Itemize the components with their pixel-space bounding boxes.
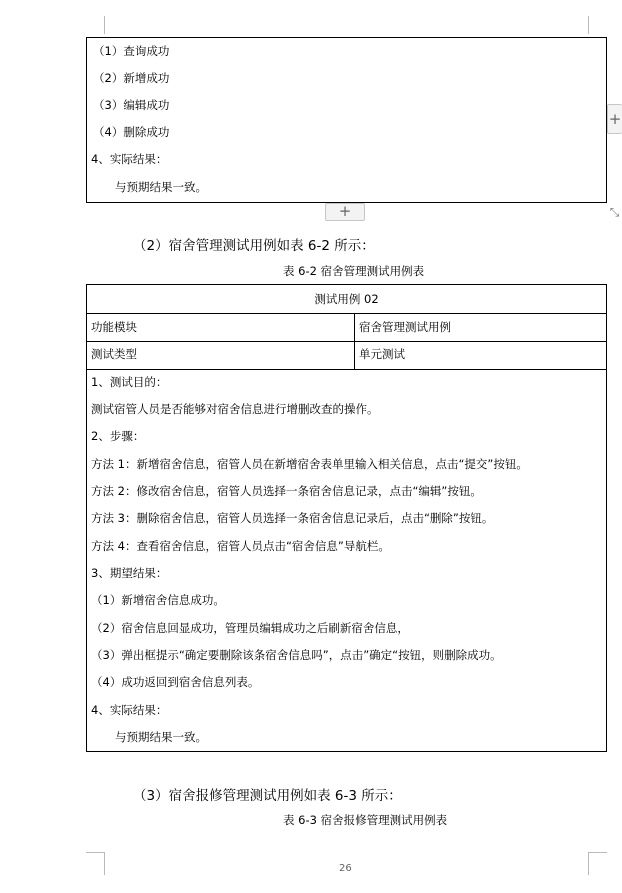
test-type-value: 单元测试 xyxy=(359,347,405,361)
row-divider xyxy=(87,369,606,370)
crop-mark-bottom-left xyxy=(86,852,105,875)
section-heading-3: （3）宿舍报修管理测试用例如表 6-3 所示： xyxy=(133,788,402,804)
section-heading-2: （2）宿舍管理测试用例如表 6-2 所示： xyxy=(133,238,375,254)
prev-line-1: （1）查询成功 xyxy=(93,44,170,58)
function-module-label: 功能模块 xyxy=(91,320,137,334)
prev-line-3: （3）编辑成功 xyxy=(93,98,170,112)
body-line-9: （1）新增宿舍信息成功。 xyxy=(91,593,225,607)
function-module-value: 宿舍管理测试用例 xyxy=(359,320,451,334)
body-line-7: 方法 4：查看宿舍信息，宿管人员点击“宿舍信息”导航栏。 xyxy=(91,539,390,553)
crop-mark-top-right xyxy=(588,16,607,34)
body-line-10: （2）宿舍信息回显成功，管理员编辑成功之后刷新宿舍信息， xyxy=(91,621,409,635)
body-line-8: 3、期望结果： xyxy=(91,566,168,580)
prev-line-4: （4）删除成功 xyxy=(93,125,170,139)
body-line-13: 4、实际结果： xyxy=(91,703,168,717)
body-line-11: （3）弹出框提示“确定要删除该条宿舍信息吗”，点击”确定“按钮，则删除成功。 xyxy=(91,648,502,662)
body-line-6: 方法 3：删除宿舍信息，宿管人员选择一条宿舍信息记录后，点击“删除”按钮。 xyxy=(91,511,494,525)
prev-line-5: 4、实际结果： xyxy=(91,152,168,166)
body-line-14: 与预期结果一致。 xyxy=(115,730,207,744)
table-resize-icon[interactable]: ⤡ xyxy=(609,205,620,219)
page-number: 26 xyxy=(339,863,352,874)
row-divider xyxy=(87,313,606,314)
body-line-4: 方法 1：新增宿舍信息，宿管人员在新增宿舍表单里输入相关信息，点击“提交”按钮。 xyxy=(91,457,528,471)
test-case-table-02 xyxy=(86,284,607,752)
column-divider xyxy=(354,313,355,369)
body-line-1: 1、测试目的： xyxy=(91,375,168,389)
add-column-button[interactable]: + xyxy=(607,104,622,134)
test-type-label: 测试类型 xyxy=(91,347,137,361)
row-divider xyxy=(87,341,606,342)
prev-line-2: （2）新增成功 xyxy=(93,71,170,85)
table-title-cell: 测试用例 02 xyxy=(314,292,379,306)
body-line-3: 2、步骤： xyxy=(91,429,145,443)
crop-mark-bottom-right xyxy=(588,852,607,875)
previous-table xyxy=(86,37,607,203)
prev-line-6: 与预期结果一致。 xyxy=(115,180,207,194)
table-caption-6-2: 表 6-2 宿舍管理测试用例表 xyxy=(283,264,425,278)
body-line-5: 方法 2：修改宿舍信息，宿管人员选择一条宿舍信息记录，点击“编辑”按钮。 xyxy=(91,484,482,498)
body-line-2: 测试宿管人员是否能够对宿舍信息进行增删改查的操作。 xyxy=(91,402,379,416)
add-row-button[interactable]: + xyxy=(325,203,365,221)
crop-mark-top-left xyxy=(86,16,105,34)
table-caption-6-3: 表 6-3 宿舍报修管理测试用例表 xyxy=(283,813,448,827)
body-line-12: （4）成功返回到宿舍信息列表。 xyxy=(91,675,260,689)
